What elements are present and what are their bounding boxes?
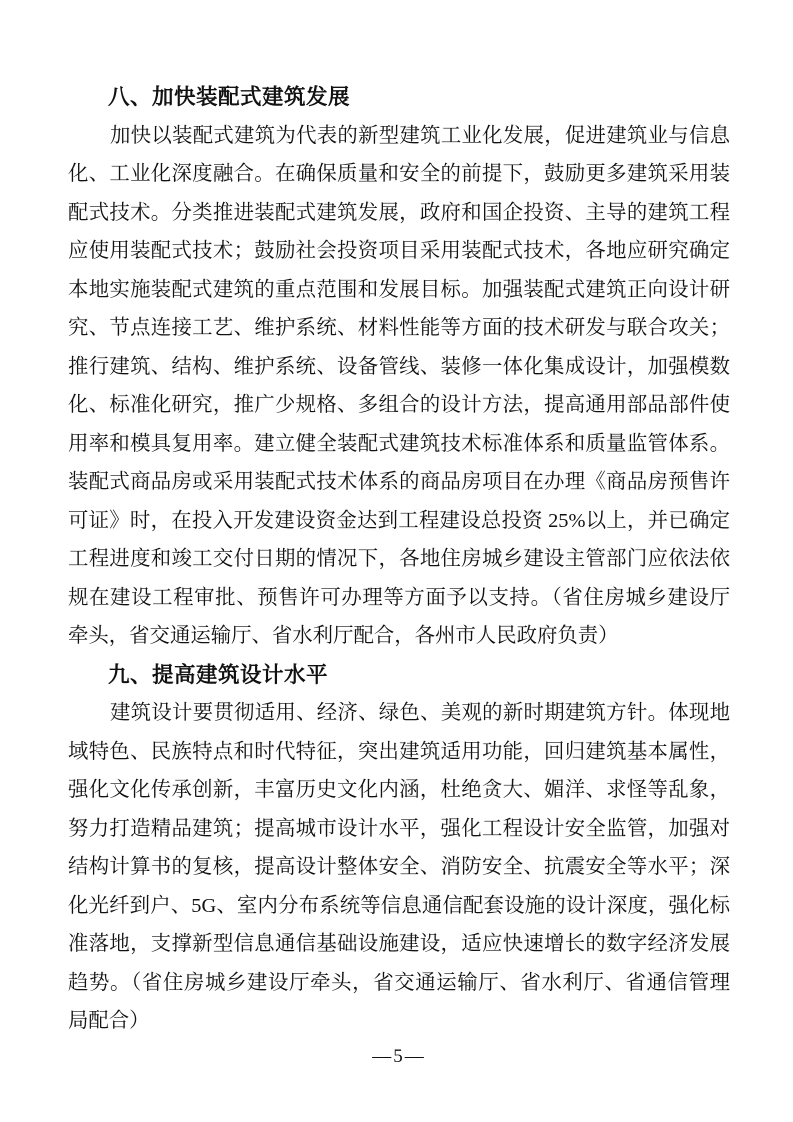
body-line: 配式技术。分类推进装配式建筑发展，政府和国企投资、主导的建筑工程 xyxy=(68,201,730,224)
body-line: 局配合） xyxy=(68,1010,150,1032)
body-line: 推行建筑、结构、维护系统、设备管线、装修一体化集成设计，加强模数 xyxy=(68,355,730,378)
body-line: 应使用装配式技术；鼓励社会投资项目采用装配式技术，各地应研究确定 xyxy=(68,240,730,262)
body-line: 本地实施装配式建筑的重点范围和发展目标。加强装配式建筑正向设计研 xyxy=(68,278,730,301)
body-line: 可证》时，在投入开发建设资金达到工程建设总投资 25%以上，并已确定 xyxy=(68,509,730,532)
body-line: 化、工业化深度融合。在确保质量和安全的前提下，鼓励更多建筑采用装 xyxy=(68,163,730,185)
body-line: 化、标准化研究，推广少规格、多组合的设计方法，提高通用部品部件使 xyxy=(68,394,730,416)
body-line: 用率和模具复用率。建立健全装配式建筑技术标准体系和质量监管体系。 xyxy=(68,432,730,455)
body-line: 域特色、民族特点和时代特征，突出建筑适用功能，回归建筑基本属性， xyxy=(68,740,730,763)
body-line: 努力打造精品建筑；提高城市设计水平，强化工程设计安全监管，加强对 xyxy=(68,817,730,840)
body-line: 结构计算书的复核，提高设计整体安全、消防安全、抗震安全等水平；深 xyxy=(68,856,730,878)
body-line: 牵头，省交通运输厅、省水利厅配合，各州市人民政府负责） xyxy=(68,625,619,647)
page-number: —5— xyxy=(372,1045,426,1067)
section-9-heading: 九、提高建筑设计水平 xyxy=(108,662,329,687)
body-line: 化光纤到户、5G、室内分布系统等信息通信配套设施的设计深度，强化标 xyxy=(68,894,730,917)
body-line: 加快以装配式建筑为代表的新型建筑工业化发展，促进建筑业与信息 xyxy=(110,124,730,147)
body-line: 规在建设工程审批、预售许可办理等方面予以支持。（省住房城乡建设厅 xyxy=(68,586,730,609)
body-line: 究、节点连接工艺、维护系统、材料性能等方面的技术研发与联合攻关； xyxy=(68,317,730,339)
body-line: 准落地，支撑新型信息通信基础设施建设，适应快速增长的数字经济发展 xyxy=(68,933,730,955)
body-line: 建筑设计要贯彻适用、经济、绿色、美观的新时期建筑方针。体现地 xyxy=(110,702,730,724)
body-line: 趋势。（省住房城乡建设厅牵头，省交通运输厅、省水利厅、省通信管理 xyxy=(68,971,730,994)
body-line: 装配式商品房或采用装配式技术体系的商品房项目在办理《商品房预售许 xyxy=(68,471,730,493)
section-8-heading: 八、加快装配式建筑发展 xyxy=(108,85,351,109)
body-line: 工程进度和竣工交付日期的情况下，各地住房城乡建设主管部门应依法依 xyxy=(68,548,730,570)
body-line: 强化文化传承创新，丰富历史文化内涵，杜绝贪大、媚洋、求怪等乱象， xyxy=(68,779,730,801)
